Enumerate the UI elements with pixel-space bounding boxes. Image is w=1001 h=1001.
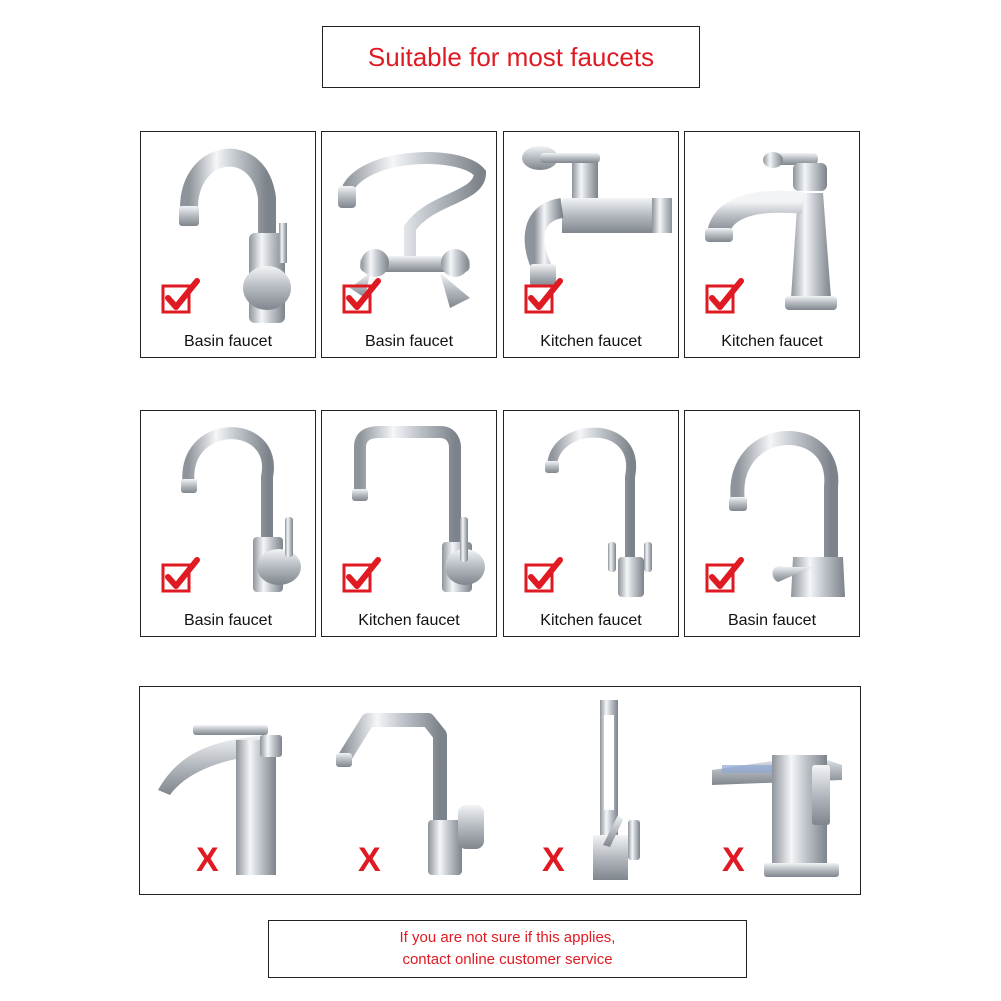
note-line-2: contact online customer service xyxy=(402,951,613,968)
x-mark: X xyxy=(542,841,565,879)
unsuitable-faucet-2 xyxy=(328,695,488,889)
check-icon xyxy=(705,557,745,597)
page-title: Suitable for most faucets xyxy=(367,41,655,72)
faucet-label: Basin faucet xyxy=(183,333,273,350)
faucet-label: Kitchen faucet xyxy=(540,333,642,350)
note-box xyxy=(268,920,747,978)
unsuitable-faucet-4 xyxy=(692,695,852,889)
check-icon xyxy=(161,557,201,597)
faucet-label: Basin faucet xyxy=(727,612,817,629)
glass-waterfall-faucet-icon xyxy=(692,695,852,889)
x-mark: X xyxy=(722,841,745,879)
check-icon xyxy=(524,557,564,597)
faucet-card-4 xyxy=(684,131,860,358)
waterfall-faucet-icon xyxy=(148,695,308,889)
unsuitable-faucet-1 xyxy=(148,695,308,889)
check-icon xyxy=(524,278,564,318)
check-icon xyxy=(705,278,745,318)
check-icon xyxy=(342,557,382,597)
faucet-label: Basin faucet xyxy=(183,612,273,629)
faucet-card-8 xyxy=(684,410,860,637)
note-line-1: If you are not sure if this applies, xyxy=(399,929,616,946)
faucet-card-6 xyxy=(321,410,497,637)
unsuitable-faucets-box xyxy=(139,686,861,895)
x-mark: X xyxy=(196,841,219,879)
faucet-card-5 xyxy=(140,410,316,637)
faucet-card-2 xyxy=(321,131,497,358)
unsuitable-faucet-3 xyxy=(518,695,678,889)
faucet-label: Kitchen faucet xyxy=(721,333,823,350)
check-icon xyxy=(342,278,382,318)
check-icon xyxy=(161,278,201,318)
faucet-label: Kitchen faucet xyxy=(540,612,642,629)
faucet-card-1 xyxy=(140,131,316,358)
x-mark: X xyxy=(358,841,381,879)
faucet-card-7 xyxy=(503,410,679,637)
faucet-card-3 xyxy=(503,131,679,358)
title-box xyxy=(322,26,700,88)
square-spout-faucet-icon xyxy=(328,695,488,889)
faucet-label: Kitchen faucet xyxy=(358,612,460,629)
faucet-label: Basin faucet xyxy=(364,333,454,350)
